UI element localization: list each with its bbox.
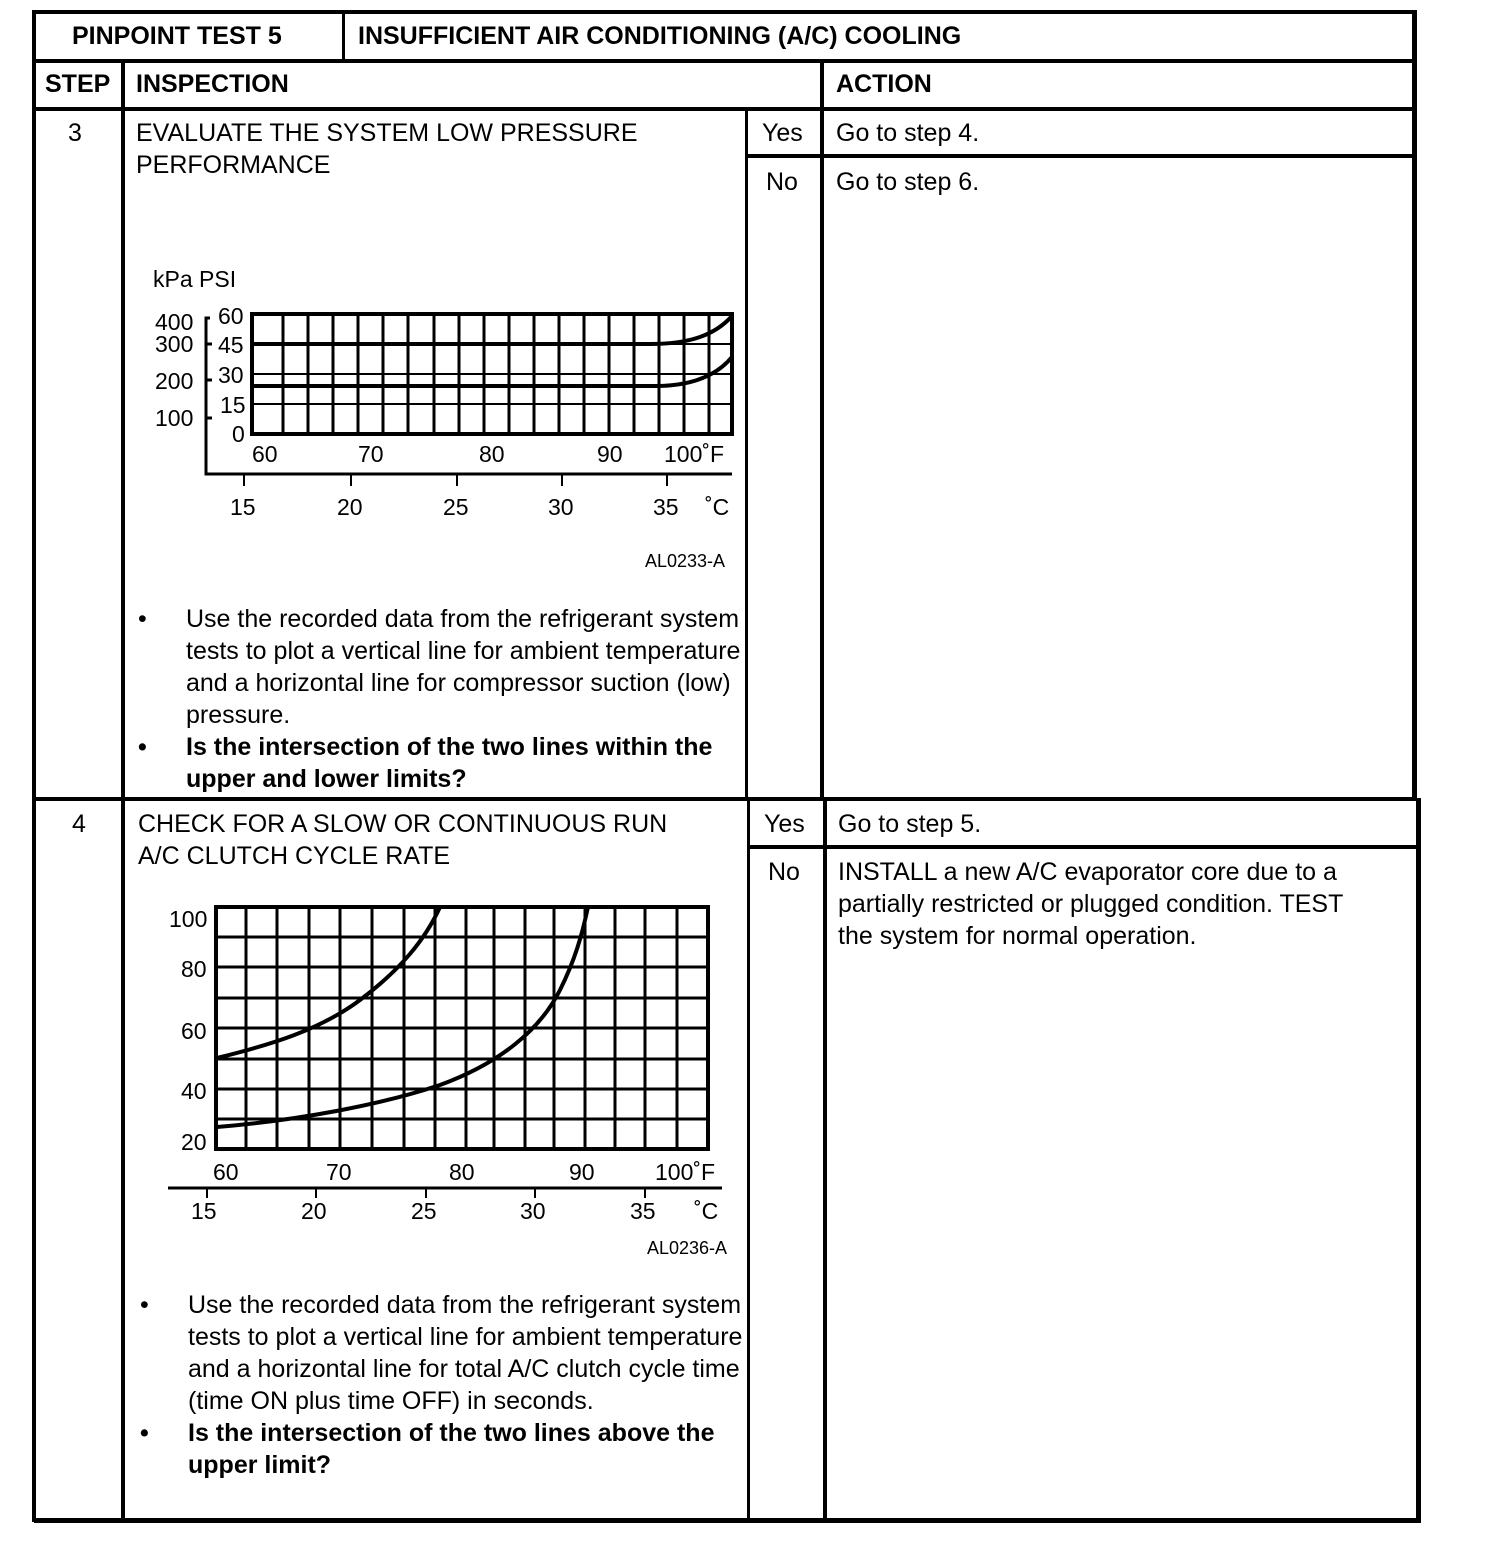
bullet-icon: • bbox=[140, 1419, 149, 1447]
svg-text:30: 30 bbox=[520, 1198, 546, 1224]
step-instructions bbox=[138, 1289, 748, 1481]
low-pressure-chart bbox=[140, 260, 750, 580]
column-header-step: STEP bbox=[45, 70, 111, 98]
svg-text:80: 80 bbox=[449, 1159, 475, 1185]
border-line bbox=[32, 10, 36, 1522]
svg-text:300: 300 bbox=[155, 331, 194, 357]
step-instructions bbox=[136, 603, 746, 795]
border-line bbox=[823, 798, 827, 1522]
bullet-icon: • bbox=[138, 733, 147, 761]
question-bullet: • Is the intersection of the two lines above the upper limit? bbox=[140, 1419, 715, 1479]
svg-text:100: 100 bbox=[155, 405, 194, 431]
svg-text:400: 400 bbox=[155, 309, 194, 335]
step-title-line1: CHECK FOR A SLOW OR CONTINUOUS RUN bbox=[138, 810, 668, 838]
pinpoint-test-label: PINPOINT TEST 5 bbox=[72, 22, 282, 50]
chart-grid bbox=[252, 314, 732, 434]
svg-text:90: 90 bbox=[569, 1159, 595, 1185]
svg-text:20: 20 bbox=[181, 1129, 207, 1155]
svg-text:100: 100 bbox=[169, 906, 208, 932]
answer-yes: Yes bbox=[764, 810, 805, 838]
svg-text:60: 60 bbox=[213, 1159, 239, 1185]
question-bullet: • Is the intersection of the two lines within the upper and lower limits? bbox=[138, 733, 713, 793]
svg-text:25: 25 bbox=[411, 1198, 437, 1224]
svg-text:60: 60 bbox=[181, 1018, 207, 1044]
svg-text:35: 35 bbox=[653, 494, 679, 520]
step-number: 3 bbox=[68, 119, 82, 147]
svg-text:70: 70 bbox=[326, 1159, 352, 1185]
svg-text:35: 35 bbox=[630, 1198, 656, 1224]
svg-text:30: 30 bbox=[218, 362, 244, 388]
bullet-icon: • bbox=[138, 605, 147, 633]
svg-text:˚C: ˚C bbox=[694, 1198, 719, 1224]
svg-text:25: 25 bbox=[443, 494, 469, 520]
column-header-action: ACTION bbox=[836, 70, 932, 98]
border-line bbox=[749, 845, 1419, 849]
step-number: 4 bbox=[72, 810, 86, 838]
answer-no: No bbox=[766, 168, 798, 196]
svg-text:100˚F: 100˚F bbox=[664, 441, 725, 467]
instruction-bullet: • Use the recorded data from the refrigerant system tests to plot a vertical line for ambient temperature and a horizontal line for compressor suction (low) pressure. bbox=[138, 605, 741, 729]
svg-text:100˚F: 100˚F bbox=[655, 1159, 716, 1185]
svg-text:30: 30 bbox=[548, 494, 574, 520]
action-yes[interactable]: Go to step 5. bbox=[838, 810, 982, 838]
svg-text:60: 60 bbox=[252, 441, 278, 467]
action-yes[interactable]: Go to step 4. bbox=[836, 119, 980, 147]
svg-text:20: 20 bbox=[337, 494, 363, 520]
figure-id: AL0236-A bbox=[647, 1238, 728, 1258]
svg-text:70: 70 bbox=[358, 441, 384, 467]
border-line bbox=[32, 107, 1417, 111]
svg-text:20: 20 bbox=[301, 1198, 327, 1224]
step-title-line1: EVALUATE THE SYSTEM LOW PRESSURE bbox=[136, 119, 638, 147]
svg-text:15: 15 bbox=[220, 392, 246, 418]
svg-text:80: 80 bbox=[181, 956, 207, 982]
bullet-icon: • bbox=[140, 1291, 149, 1319]
svg-text:40: 40 bbox=[181, 1078, 207, 1104]
svg-text:90: 90 bbox=[597, 441, 623, 467]
answer-yes: Yes bbox=[762, 119, 803, 147]
svg-text:80: 80 bbox=[479, 441, 505, 467]
action-no[interactable]: Go to step 6. bbox=[836, 168, 980, 196]
border-line bbox=[820, 60, 824, 800]
upper-limit-curve bbox=[217, 907, 440, 1058]
border-line bbox=[34, 797, 1417, 801]
border-line bbox=[1416, 798, 1421, 1522]
page-title: INSUFFICIENT AIR CONDITIONING (A/C) COOLING bbox=[358, 22, 962, 50]
svg-text:60: 60 bbox=[218, 303, 244, 329]
figure-id: AL0233-A bbox=[645, 551, 726, 571]
step-title-line2: A/C CLUTCH CYCLE RATE bbox=[138, 842, 451, 870]
border-line bbox=[32, 10, 1417, 14]
instruction-bullet: • Use the recorded data from the refrigerant system tests to plot a vertical line for ambient temperature and a horizontal line for total A/C clutch cycle time (time ON plus time OFF) in seconds. bbox=[140, 1291, 743, 1415]
step-title-line2: PERFORMANCE bbox=[136, 151, 331, 179]
svg-text:0: 0 bbox=[232, 421, 245, 447]
answer-no: No bbox=[768, 858, 800, 886]
border-line bbox=[121, 60, 125, 1522]
clutch-cycle-chart bbox=[150, 890, 750, 1260]
svg-text:15: 15 bbox=[191, 1198, 217, 1224]
border-line bbox=[747, 154, 1417, 158]
y-axis-unit-label: kPa PSI bbox=[153, 266, 237, 292]
column-header-inspection: INSPECTION bbox=[136, 70, 289, 98]
border-line bbox=[34, 1518, 1421, 1523]
svg-text:45: 45 bbox=[218, 332, 244, 358]
border-line bbox=[32, 59, 1417, 63]
svg-text:200: 200 bbox=[155, 368, 194, 394]
action-no[interactable]: INSTALL a new A/C evaporator core due to a partially restricted or plugged condition. TEST the system for normal operation. bbox=[838, 858, 1343, 950]
svg-text:15: 15 bbox=[230, 494, 256, 520]
border-line bbox=[1412, 10, 1417, 800]
svg-text:˚C: ˚C bbox=[705, 494, 730, 520]
border-line bbox=[342, 10, 345, 62]
